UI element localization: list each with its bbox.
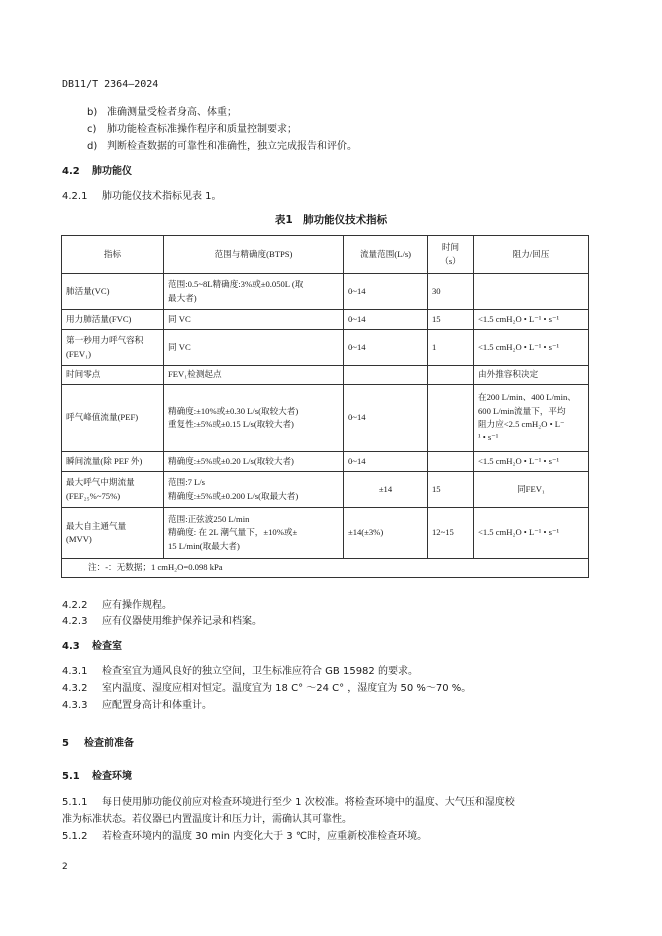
- cell-resistance: <1.5 cmH₂O • L⁻¹ • s⁻¹: [474, 330, 589, 366]
- table-row: [62, 310, 589, 330]
- cell-resistance: 由外推容积决定: [474, 366, 589, 385]
- cell-time: 12~15: [428, 508, 474, 559]
- header-range: 范围与精确度(BTPS): [164, 236, 344, 274]
- clause-number: 5.1.1: [62, 797, 88, 808]
- cell-indicator: [62, 330, 164, 366]
- header-time-line: 时间: [441, 242, 460, 253]
- list-item-c: [87, 120, 297, 135]
- cell-time: 15: [428, 310, 474, 330]
- list-item-d: [87, 137, 357, 152]
- cell-flow: 0~14: [344, 330, 428, 366]
- table-caption: 表1 肺功能仪技术指标: [274, 214, 388, 226]
- cell-flow: 0~14: [344, 310, 428, 330]
- clause-number: 4.3.2: [62, 683, 88, 694]
- resistance-line: 600 L/min流量下，平均: [478, 405, 566, 416]
- clause-text: 检查室宜为通风良好的独立空间，卫生标准应符合 GB 15982 的要求。: [102, 666, 418, 677]
- cell-indicator: 用力肺活量(FVC): [62, 310, 164, 330]
- range-line: 精确度: 在 2L 潮气量下，±10%或±: [168, 527, 298, 538]
- section-number: 4.2: [62, 166, 80, 177]
- cell-resistance: <1.5 cmH₂O • L⁻¹ • s⁻¹: [474, 310, 589, 330]
- clause-text: 若检查环境内的温度 30 min 内变化大于 3 ℃时，应重新校准检查环境。: [102, 831, 428, 842]
- list-text: 肺功能检查标准操作程序和质量控制要求；: [107, 124, 297, 135]
- section-number: 4.3: [62, 641, 80, 652]
- clause-text: 应有操作规程。: [102, 600, 172, 611]
- cell-flow: ±14(±3%): [344, 508, 428, 559]
- cell-range: [164, 274, 344, 310]
- clause-5-1-1: [62, 793, 515, 808]
- cell-resistance: <1.5 cmH₂O • L⁻¹ • s⁻¹: [474, 452, 589, 472]
- list-marker: d): [87, 141, 98, 152]
- resistance-line: ¹ • s⁻¹: [478, 432, 499, 443]
- clause-4-2-2: [62, 596, 172, 611]
- clause-number: 4.3.3: [62, 700, 88, 711]
- clause-4-3-1: [62, 662, 418, 677]
- cell-time: [428, 385, 474, 452]
- table-row: [62, 366, 589, 385]
- section-title: 肺功能仪: [92, 166, 132, 177]
- range-line: 最大者): [168, 292, 197, 303]
- range-line: 15 L/min(取最大者): [168, 540, 240, 551]
- cell-flow: [344, 366, 428, 385]
- indicator-line: (MVV): [66, 534, 92, 544]
- section-heading-4-2: [62, 162, 132, 177]
- standard-code: DB11/T 2364—2024: [62, 79, 159, 90]
- table-row: [62, 472, 589, 508]
- header-resistance: 阻力/回压: [474, 236, 589, 274]
- cell-indicator: 肺活量(VC): [62, 274, 164, 310]
- cell-indicator: [62, 508, 164, 559]
- cell-range: [164, 385, 344, 452]
- range-line: 范围:0.5~8L精确度:3%或±0.050L (取: [168, 279, 304, 290]
- section-number: 5.1: [62, 771, 80, 782]
- list-text: 判断检查数据的可靠性和准确性，独立完成报告和评价。: [107, 141, 357, 152]
- header-indicator: 指标: [62, 236, 164, 274]
- cell-indicator: 时间零点: [62, 366, 164, 385]
- clause-number: 4.2.1: [62, 191, 88, 202]
- cell-time: 30: [428, 274, 474, 310]
- clause-5-1-1-cont: 准为标准状态。若仪器已内置温度计和压力计，需确认其可靠性。: [62, 814, 352, 825]
- table-row: [62, 274, 589, 310]
- range-line: 范围:7 L/s: [168, 477, 206, 488]
- cell-indicator: [62, 472, 164, 508]
- clause-4-3-2: [62, 679, 471, 694]
- section-heading-4-3: [62, 637, 122, 652]
- list-marker: c): [87, 124, 97, 135]
- range-line: 精确度:±5%或±0.200 L/s(取最大者): [168, 490, 299, 501]
- indicator-line: 最大呼气中期流量: [66, 477, 135, 488]
- clause-text: 每日使用肺功能仪前应对检查环境进行至少 1 次校准。将检查环境中的温度、大气压和湿度校: [102, 797, 515, 808]
- clause-4-2-1: [62, 187, 222, 202]
- cell-flow: ±14: [344, 472, 428, 508]
- spec-table: [61, 235, 589, 578]
- cell-resistance: 同FEV₁: [474, 472, 589, 508]
- page-number: 2: [62, 862, 68, 872]
- clause-text: 应配置身高计和体重计。: [102, 700, 212, 711]
- clause-text: 肺功能仪技术指标见表 1。: [102, 191, 222, 202]
- header-time: [428, 236, 474, 274]
- indicator-line: (FEF₂₅%~75%): [66, 490, 121, 501]
- cell-time: 1: [428, 330, 474, 366]
- clause-number: 4.3.1: [62, 666, 88, 677]
- table-row: [62, 330, 589, 366]
- cell-indicator: 呼气峰值流量(PEF): [62, 385, 164, 452]
- clause-text: 应有仪器使用维护保养记录和档案。: [102, 616, 262, 627]
- list-marker: b): [87, 107, 98, 118]
- list-item-b: [87, 103, 237, 118]
- table-row: [62, 508, 589, 559]
- cell-time: 15: [428, 472, 474, 508]
- cell-indicator: 瞬间流量(除 PEF 外): [62, 452, 164, 472]
- section-heading-5-1: [62, 767, 132, 782]
- indicator-line: 第一秒用力呼气容积: [66, 335, 144, 346]
- cell-flow: 0~14: [344, 385, 428, 452]
- clause-4-2-3: [62, 612, 262, 627]
- cell-flow: 0~14: [344, 274, 428, 310]
- clause-4-3-3: [62, 696, 212, 711]
- clause-text: 室内温度、湿度应相对恒定。温度宜为 18 C° ～24 C° ，湿度宜为 50 %～70 %。: [102, 683, 472, 694]
- cell-resistance: [474, 274, 589, 310]
- table-row: [62, 452, 589, 472]
- table-note-row: [62, 559, 589, 578]
- range-line: 重复性:±5%或±0.15 L/s(取较大者): [168, 419, 294, 429]
- cell-range: 精确度:±5%或±0.20 L/s(取较大者): [164, 452, 344, 472]
- table-note: 注：-：无数据；1 cmH₂O=0.098 kPa: [62, 559, 589, 578]
- cell-time: [428, 452, 474, 472]
- cell-range: 同 VC: [164, 310, 344, 330]
- list-text: 准确测量受检者身高、体重；: [107, 107, 237, 118]
- cell-flow: 0~14: [344, 452, 428, 472]
- cell-range: [164, 508, 344, 559]
- header-time-unit: （s）: [440, 255, 461, 266]
- table-row: [62, 385, 589, 452]
- cell-resistance: <1.5 cmH₂O • L⁻¹ • s⁻¹: [474, 508, 589, 559]
- section-title: 检查室: [92, 641, 122, 652]
- resistance-line: 在200 L/min、400 L/min、: [478, 392, 576, 403]
- clause-number: 4.2.2: [62, 600, 88, 611]
- section-title: 检查前准备: [84, 738, 134, 749]
- clause-number: 4.2.3: [62, 616, 88, 627]
- indicator-line: (FEV₁): [66, 348, 91, 359]
- cell-range: FEV₁检测起点: [164, 366, 344, 385]
- cell-resistance: [474, 385, 589, 452]
- clause-5-1-2: [62, 827, 427, 842]
- resistance-line: 阻力应<2.5 cmH₂O • L⁻: [478, 419, 565, 429]
- header-flow: 流量范围(L/s): [344, 236, 428, 274]
- cell-range: 同 VC: [164, 330, 344, 366]
- range-line: 范围:正弦波250 L/min: [168, 514, 250, 525]
- table-header-row: [62, 236, 589, 274]
- section-title: 检查环境: [92, 771, 132, 782]
- cell-time: [428, 366, 474, 385]
- cell-range: [164, 472, 344, 508]
- clause-number: 5.1.2: [62, 831, 88, 842]
- range-line: 精确度:±10%或±0.30 L/s(取较大者): [168, 405, 299, 416]
- indicator-line: 最大自主通气量: [66, 520, 127, 531]
- section-heading-5: [62, 734, 134, 749]
- section-number: 5: [62, 738, 69, 749]
